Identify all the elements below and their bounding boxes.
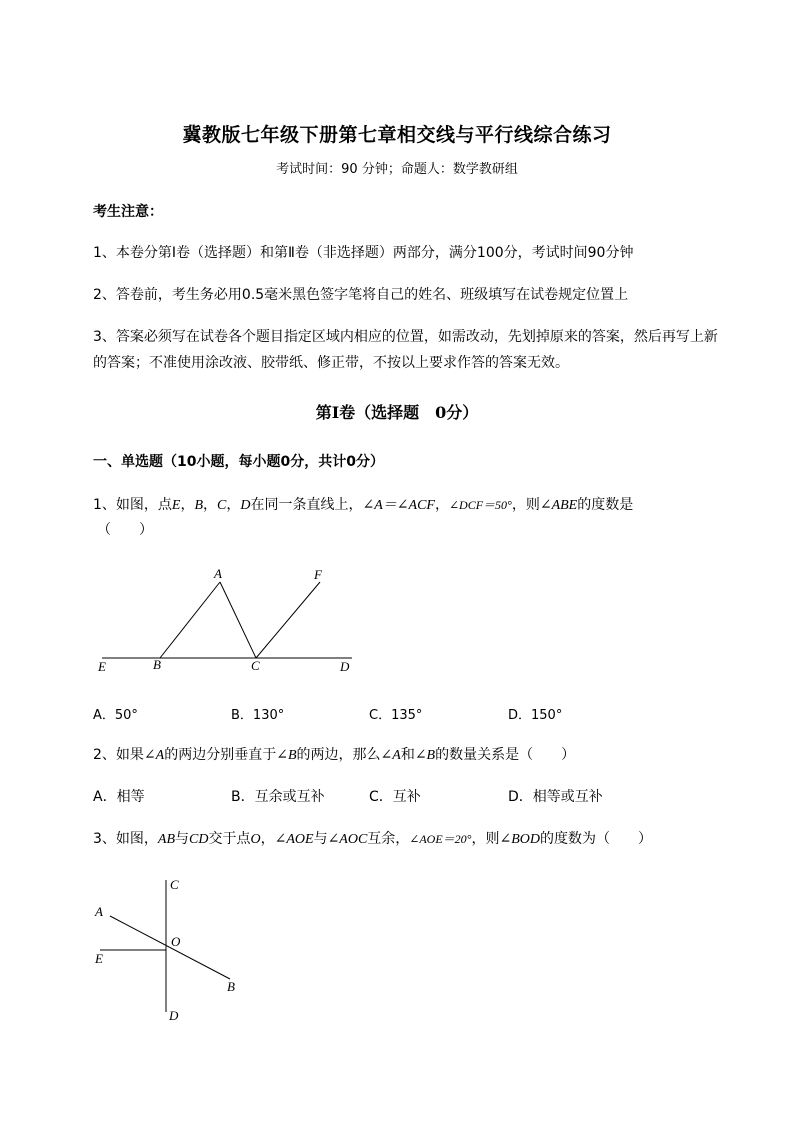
angle-b: ∠B (414, 748, 436, 763)
label-o: O (171, 934, 181, 949)
q3-text: ，则 (471, 831, 500, 847)
point-b: B (194, 498, 204, 513)
question-2 (93, 744, 575, 764)
angle-a: ∠A (380, 748, 401, 763)
part-heading: 一、单选题（10小题，每小题0分，共计0分） (93, 454, 384, 470)
exam-info: 考试时间：90 分钟；命题人：数学教研组 (276, 162, 518, 177)
point-o: O (250, 832, 261, 847)
q3-text: 与 (313, 831, 328, 847)
q1-condition-1: ∠A＝∠ACF (362, 498, 435, 513)
q3-figure (90, 872, 250, 1032)
q2-text: 的两边，那么 (296, 747, 381, 763)
line-ab (110, 916, 230, 979)
q1-text: 在同一条直线上， (250, 497, 363, 513)
q3-condition: ∠AOE＝20° (409, 832, 472, 846)
q2-text: 和 (400, 747, 415, 763)
q3-text: 互余， (367, 831, 410, 847)
q3-suffix: 的度数为（ ） (540, 831, 652, 847)
q1-option-b[interactable]: B．130° (231, 708, 285, 723)
q1-text: ，则 (511, 497, 540, 513)
q2-text: 的两边分别垂直于 (164, 747, 277, 763)
point-c: C (217, 498, 227, 513)
q3-text: ， (260, 831, 275, 847)
q1-option-a[interactable]: A．50° (93, 708, 138, 723)
q2-option-b[interactable]: B．互余或互补 (231, 789, 325, 805)
point-d: D (240, 498, 251, 513)
label-d: D (169, 1008, 179, 1023)
q1-sep: ， (434, 497, 449, 513)
label-b: B (153, 657, 161, 672)
q1-sep: ， (226, 497, 241, 513)
question-3 (93, 828, 652, 848)
section-title: 第Ⅰ卷（选择题 0分） (315, 403, 479, 422)
q1-sep: ， (180, 497, 195, 513)
angle-aoe: ∠AOE (274, 832, 314, 847)
label-d: D (340, 659, 350, 674)
q3-text: 交于点 (208, 831, 251, 847)
angle-aoc: ∠AOC (327, 832, 368, 847)
label-f: F (314, 567, 322, 582)
label-c: C (170, 877, 179, 892)
notice-item-3-cont: 的答案；不准使用涂改液、胶带纸、修正带，不按以上要求作答的答案无效。 (93, 355, 569, 371)
q2-option-a[interactable]: A．相等 (93, 789, 145, 805)
notice-item-2: 2、答卷前，考生务必用0.5毫米黑色签字笔将自己的姓名、班级填写在试卷规定位置上 (93, 287, 629, 303)
line-ab: AB (157, 832, 176, 847)
q3-text: 与 (175, 831, 190, 847)
segment-ac (220, 582, 256, 658)
q1-option-d[interactable]: D．150° (508, 708, 563, 723)
ray-cf (256, 582, 320, 658)
q2-suffix: 的数量关系是（ ） (435, 747, 576, 763)
line-cd: CD (189, 832, 209, 847)
q1-option-c[interactable]: C．135° (369, 708, 423, 723)
label-c: C (251, 658, 260, 673)
question-1 (93, 494, 633, 514)
page-title: 冀教版七年级下册第七章相交线与平行线综合练习 (182, 124, 612, 146)
label-b: B (227, 979, 235, 994)
label-e: E (98, 659, 106, 674)
label-a: A (95, 904, 103, 919)
q2-option-d[interactable]: D．相等或互补 (508, 789, 603, 805)
segment-ba (160, 582, 220, 658)
angle-bod: ∠BOD (499, 832, 540, 847)
q1-asked-angle: ∠ABE (539, 498, 578, 513)
label-a: A (214, 566, 222, 581)
notice-item-1: 1、本卷分第Ⅰ卷（选择题）和第Ⅱ卷（非选择题）两部分，满分100分，考试时间90分钟 (93, 245, 634, 261)
q3-prefix: 3、如图， (93, 831, 158, 847)
q1-answer-blank: （ ） (97, 522, 153, 538)
point-e: E (171, 498, 181, 513)
q2-prefix: 2、如果 (93, 747, 144, 763)
label-e: E (95, 951, 103, 966)
q1-figure (90, 562, 370, 677)
angle-b: ∠B (276, 748, 297, 763)
q1-prefix: 1、如图，点 (93, 497, 172, 513)
notice-heading: 考生注意： (93, 204, 163, 220)
q1-suffix: 的度数是 (577, 497, 634, 513)
notice-item-3: 3、答案必须写在试卷各个题目指定区域内相应的位置，如需改动，先划掉原来的答案，然后再写上新 (93, 329, 718, 345)
q1-sep: ， (203, 497, 218, 513)
angle-a: ∠A (143, 748, 165, 763)
q2-option-c[interactable]: C．互补 (369, 789, 421, 805)
q1-condition-2: ∠DCF＝50° (448, 498, 512, 512)
